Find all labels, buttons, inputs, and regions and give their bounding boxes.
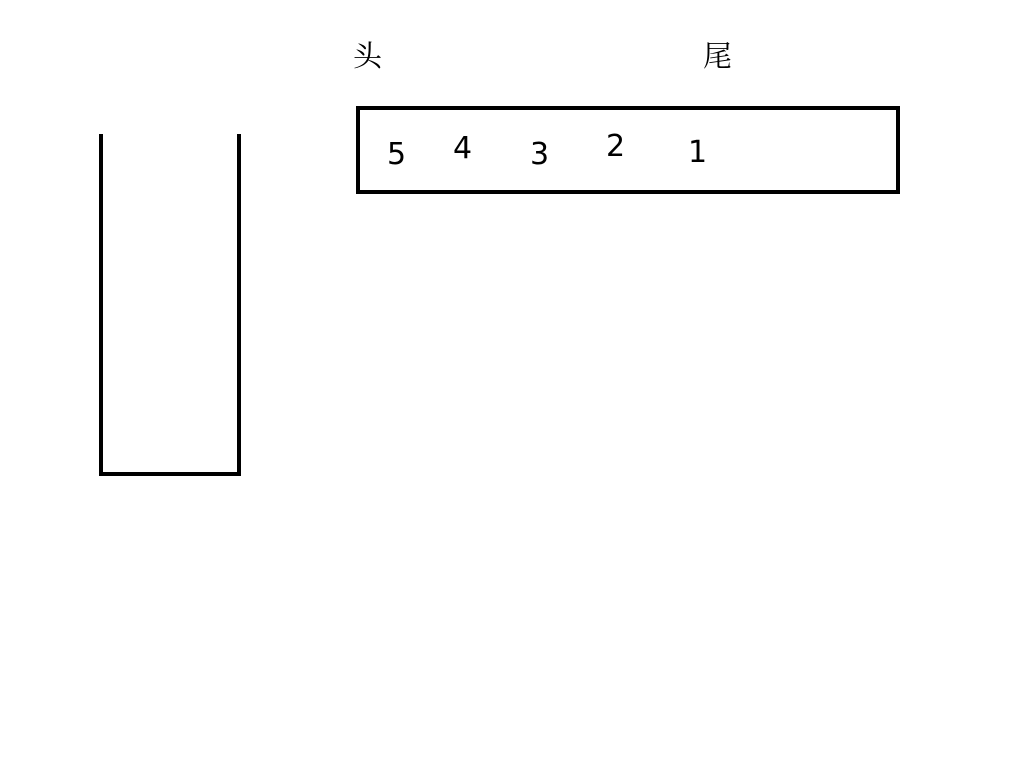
- queue-item: 3: [530, 137, 550, 172]
- queue-tail-label: 尾: [703, 39, 733, 73]
- queue-item: 2: [606, 129, 626, 164]
- queue-container: [356, 106, 900, 194]
- queue-item: 5: [387, 137, 407, 172]
- queue-item: 1: [688, 135, 708, 170]
- queue-item: 4: [453, 131, 473, 166]
- queue-head-label: 头: [353, 39, 383, 73]
- stack-container: [99, 134, 241, 476]
